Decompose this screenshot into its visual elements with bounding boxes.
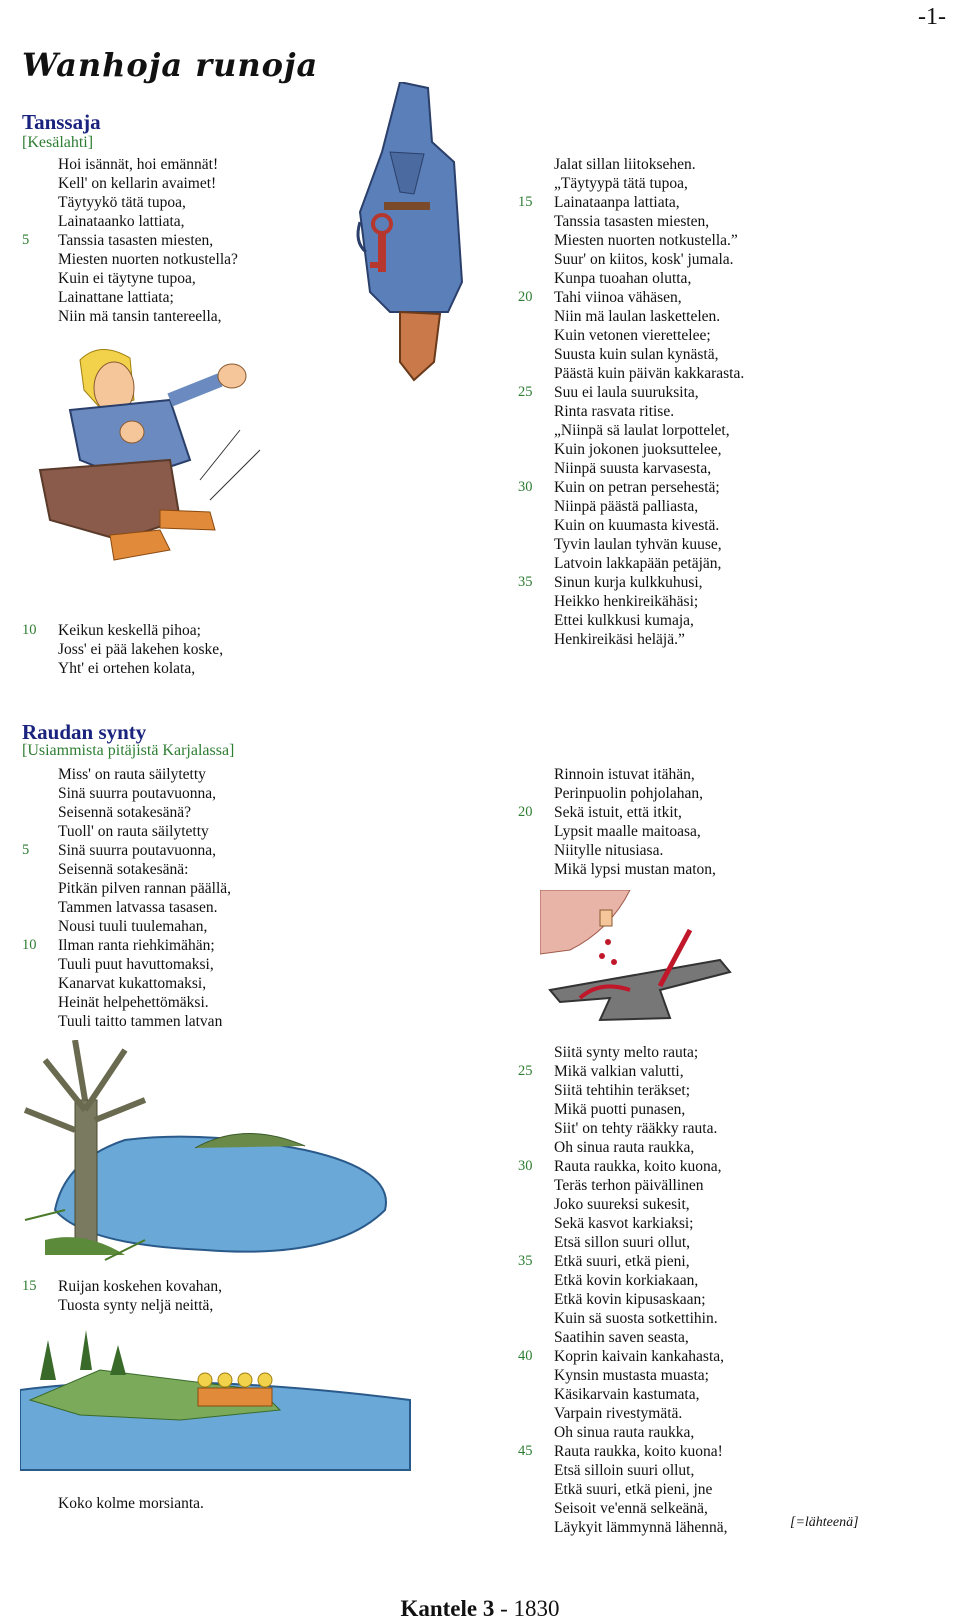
line-number: 45 [518, 1443, 533, 1459]
verse-line [518, 1176, 727, 1195]
verse-line [518, 1347, 727, 1366]
verse-line [518, 1309, 727, 1328]
footer-year: 1830 [513, 1596, 560, 1621]
verse-text: Rinnoin istuvat itähän, [554, 766, 695, 783]
line-number: 15 [518, 194, 533, 210]
verse-text: Päästä kuin päivän kakkarasta. [554, 365, 745, 382]
verse-line [518, 155, 744, 174]
verse-text: Miesten nuorten notkustella? [58, 251, 238, 268]
line-number: 25 [518, 384, 533, 400]
verse-line [22, 860, 231, 879]
verse-line [518, 1271, 727, 1290]
verse-line [518, 1423, 727, 1442]
line-number: 15 [22, 1278, 37, 1294]
verse-line [518, 1062, 727, 1081]
verse-text: Sinun kurja kulkkuhusi, [554, 574, 703, 591]
source-note: [=lähteenä] [790, 1515, 859, 1530]
verse-line [518, 1290, 727, 1309]
verse-line [22, 1012, 231, 1031]
verse-line [22, 841, 231, 860]
verse-text: Henkireikäsi heläjä.” [554, 631, 685, 648]
verse-text: Joss' ei pää lakehen koske, [58, 641, 224, 658]
verse-line [518, 554, 744, 573]
verse-text: Suur' on kiitos, kosk' jumala. [554, 251, 734, 268]
verse-text: Siitä tehtihin teräkset; [554, 1082, 691, 1099]
verse-text: Tuuli puut havuttomaksi, [58, 956, 214, 973]
verse-line [518, 1157, 727, 1176]
verse-text: Varpain rivestymätä. [554, 1405, 683, 1422]
verse-line [22, 307, 238, 326]
verse-text: Jalat sillan liitoksehen. [554, 156, 696, 173]
stanza [518, 1043, 727, 1537]
verse-text: Rauta raukka, koito kuona! [554, 1443, 723, 1460]
verse-text: Kunpa tuoahan olutta, [554, 270, 692, 287]
footer-publication: Kantele 3 [400, 1596, 495, 1621]
verse-line [22, 1494, 204, 1513]
verse-line [518, 1100, 727, 1119]
verse-text: Saatihin saven seasta, [554, 1329, 689, 1346]
line-number: 30 [518, 1158, 533, 1174]
verse-line [22, 1296, 222, 1315]
verse-text: Oh sinua rauta raukka, [554, 1139, 695, 1156]
line-number: 35 [518, 1253, 533, 1269]
verse-line [518, 1442, 727, 1461]
verse-text: Rauta raukka, koito kuona, [554, 1158, 722, 1175]
verse-line [518, 364, 744, 383]
hanging-figure-illustration [330, 82, 490, 382]
verse-line [22, 640, 223, 659]
stanza [22, 155, 238, 326]
verse-text: Mikä valkian valutti, [554, 1063, 684, 1080]
verse-text: Koko kolme morsianta. [58, 1495, 204, 1512]
stanza [22, 621, 223, 678]
verse-text: Etsä sillon suuri ollut, [554, 1234, 691, 1251]
verse-line [518, 459, 744, 478]
verse-line [22, 659, 223, 678]
poem-source-tanssaja: [Kesälahti] [22, 134, 94, 151]
verse-text: Heinät helpehettömäksi. [58, 994, 209, 1011]
maidens-lake-illustration [20, 1330, 420, 1480]
verse-text: Miesten nuorten notkustella.” [554, 232, 738, 249]
poem-source-raudan-synty: [Usiammista pitäjistä Karjalassa] [22, 742, 235, 759]
verse-text: Seisoit ve'ennä selkeänä, [554, 1500, 708, 1517]
verse-line [518, 765, 716, 784]
dancing-man-illustration [10, 340, 280, 570]
line-number: 20 [518, 804, 533, 820]
verse-line [518, 345, 744, 364]
verse-text: Tammen latvassa tasasen. [58, 899, 218, 916]
stanza [22, 1277, 222, 1315]
verse-line [518, 1385, 727, 1404]
verse-line [518, 231, 744, 250]
verse-line [518, 1366, 727, 1385]
verse-text: Sekä istuit, että itkit, [554, 804, 682, 821]
verse-line [518, 1252, 727, 1271]
verse-line [518, 803, 716, 822]
stanza [22, 765, 231, 1031]
verse-text: Tyvin laulan tyhvän kuuse, [554, 536, 722, 553]
verse-line [22, 784, 231, 803]
verse-line [518, 784, 716, 803]
verse-line [518, 573, 744, 592]
verse-text: Niin mä tansin tantereella, [58, 308, 222, 325]
verse-line [22, 269, 238, 288]
verse-text: Lainattane lattiata; [58, 289, 174, 306]
verse-text: Tuuli taitto tammen latvan [58, 1013, 223, 1030]
verse-line [518, 860, 716, 879]
line-number: 10 [22, 937, 37, 953]
verse-text: Kynsin mustasta muasta; [554, 1367, 709, 1384]
verse-text: Suu ei laula suuruksita, [554, 384, 699, 401]
verse-text: Mikä puotti punasen, [554, 1101, 686, 1118]
verse-line [518, 1518, 727, 1537]
verse-line [22, 174, 238, 193]
verse-text: Käsikarvain kastumata, [554, 1386, 700, 1403]
verse-text: Etsä silloin suuri ollut, [554, 1462, 695, 1479]
verse-text: Niitylle nitusiasa. [554, 842, 664, 859]
tree-lake-illustration [5, 1040, 405, 1270]
line-number: 5 [22, 232, 30, 248]
verse-line [518, 1138, 727, 1157]
verse-line [22, 193, 238, 212]
verse-line [22, 936, 231, 955]
verse-text: Kuin sä suosta sotkettihin. [554, 1310, 718, 1327]
stanza [518, 765, 716, 879]
line-number: 30 [518, 479, 533, 495]
verse-line [518, 535, 744, 554]
verse-text: Nousi tuuli tuulemahan, [58, 918, 208, 935]
verse-line [22, 1277, 222, 1296]
line-number: 25 [518, 1063, 533, 1079]
verse-text: Sekä kasvot karkiaksi; [554, 1215, 694, 1232]
verse-line [22, 803, 231, 822]
verse-text: Joko suureksi sukesit, [554, 1196, 690, 1213]
verse-line [22, 155, 238, 174]
verse-line [518, 822, 716, 841]
stanza [518, 155, 744, 649]
verse-text: Niinpä päästä palliasta, [554, 498, 699, 515]
footer-separator: - [494, 1596, 514, 1621]
verse-text: Tahi viinoa vähäsen, [554, 289, 682, 306]
verse-text: Oh sinua rauta raukka, [554, 1424, 695, 1441]
verse-line [518, 212, 744, 231]
verse-text: Pitkän pilven rannan päällä, [58, 880, 232, 897]
verse-text: Rinta rasvata ritise. [554, 403, 675, 420]
verse-line [518, 174, 744, 193]
verse-line [22, 898, 231, 917]
verse-line [22, 288, 238, 307]
verse-line [22, 231, 238, 250]
verse-text: Etkä suuri, etkä pieni, jne [554, 1481, 713, 1498]
verse-line [518, 497, 744, 516]
verse-text: Latvoin lakkapään petäjän, [554, 555, 722, 572]
verse-text: Etkä suuri, etkä pieni, [554, 1253, 690, 1270]
page-footer [0, 1596, 960, 1622]
line-number: 40 [518, 1348, 533, 1364]
line-number: 5 [22, 842, 30, 858]
verse-text: Etkä kovin korkiakaan, [554, 1272, 699, 1289]
verse-text: „Niinpä sä laulat lorpottelet, [554, 422, 730, 439]
verse-text: Miss' on rauta säilytetty [58, 766, 206, 783]
verse-line [518, 478, 744, 497]
page-heading: Wanhoja runoja [22, 46, 319, 84]
verse-line [518, 288, 744, 307]
verse-line [22, 621, 223, 640]
verse-text: Kuin vetonen vierettelee; [554, 327, 711, 344]
verse-text: Koprin kaivain kankahasta, [554, 1348, 725, 1365]
verse-text: Teräs terhon päivällinen [554, 1177, 704, 1194]
verse-text: Perinpuolin pohjolahan, [554, 785, 703, 802]
line-number: 35 [518, 574, 533, 590]
verse-text: Niinpä suusta karvasesta, [554, 460, 712, 477]
line-number: 10 [22, 622, 37, 638]
verse-line [518, 630, 744, 649]
verse-line [22, 765, 231, 784]
verse-line [518, 841, 716, 860]
verse-text: Etkä kovin kipusaskaan; [554, 1291, 706, 1308]
verse-text: Niin mä laulan laskettelen. [554, 308, 721, 325]
verse-line [518, 1195, 727, 1214]
verse-line [518, 421, 744, 440]
verse-line [518, 326, 744, 345]
verse-text: Tuosta synty neljä neittä, [58, 1297, 214, 1314]
verse-text: Läykyit lämmynnä lähennä, [554, 1519, 728, 1536]
verse-line [22, 250, 238, 269]
verse-text: Siit' on tehty rääkky rauta. [554, 1120, 718, 1137]
verse-text: Sinä suurra poutavuonna, [58, 842, 216, 859]
verse-line [22, 955, 231, 974]
poem-title-raudan-synty: Raudan synty [22, 720, 147, 744]
verse-line [518, 1480, 727, 1499]
anvil-illustration [540, 890, 740, 1040]
verse-text: Kuin jokonen juoksuttelee, [554, 441, 722, 458]
verse-text: Lainataanpa lattiata, [554, 194, 680, 211]
verse-text: Kanarvat kukattomaksi, [58, 975, 207, 992]
verse-line [518, 440, 744, 459]
verse-line [22, 917, 231, 936]
verse-line [518, 193, 744, 212]
verse-line [518, 1233, 727, 1252]
verse-text: Hoi isännät, hoi emännät! [58, 156, 219, 173]
verse-line [518, 611, 744, 630]
verse-line [518, 1328, 727, 1347]
verse-text: Täytyykö tätä tupoa, [58, 194, 186, 211]
verse-line [518, 1404, 727, 1423]
line-number: 20 [518, 289, 533, 305]
verse-text: Kell' on kellarin avaimet! [58, 175, 217, 192]
verse-text: Mikä lypsi mustan maton, [554, 861, 716, 878]
verse-text: Siitä synty melto rauta; [554, 1044, 699, 1061]
verse-line [22, 974, 231, 993]
verse-text: Seisennä sotakesänä: [58, 861, 189, 878]
verse-line [518, 250, 744, 269]
verse-line [518, 269, 744, 288]
verse-text: Tanssia tasasten miesten, [554, 213, 710, 230]
verse-line [518, 402, 744, 421]
verse-text: Ruijan koskehen kovahan, [58, 1278, 223, 1295]
verse-text: Kuin ei täytyne tupoa, [58, 270, 196, 287]
verse-line [518, 1119, 727, 1138]
verse-line [518, 592, 744, 611]
verse-text: Lypsit maalle maitoasa, [554, 823, 701, 840]
verse-text: Ilman ranta riehkimähän; [58, 937, 215, 954]
verse-text: Heikko henkireikähäsi; [554, 593, 699, 610]
verse-line [518, 1043, 727, 1062]
verse-text: Seisennä sotakesänä? [58, 804, 191, 821]
verse-line [22, 993, 231, 1012]
verse-text: Lainataanko lattiata, [58, 213, 185, 230]
verse-line [518, 383, 744, 402]
verse-text: Kuin on kuumasta kivestä. [554, 517, 720, 534]
verse-text: Tuoll' on rauta säilytetty [58, 823, 209, 840]
poem-title-tanssaja: Tanssaja [22, 110, 101, 134]
verse-text: Keikun keskellä pihoa; [58, 622, 201, 639]
verse-line [518, 1081, 727, 1100]
verse-line [22, 822, 231, 841]
verse-text: Kuin on petran persehestä; [554, 479, 720, 496]
verse-line [22, 879, 231, 898]
verse-text: Ettei kulkkusi kumaja, [554, 612, 694, 629]
verse-text: Tanssia tasasten miesten, [58, 232, 214, 249]
verse-text: Suusta kuin sulan kynästä, [554, 346, 719, 363]
verse-line [22, 212, 238, 231]
verse-text: „Täytyypä tätä tupoa, [554, 175, 688, 192]
stanza [22, 1494, 204, 1513]
verse-line [518, 1461, 727, 1480]
verse-text: Sinä suurra poutavuonna, [58, 785, 216, 802]
page-number: -1- [918, 4, 946, 30]
verse-text: Yht' ei ortehen kolata, [58, 660, 196, 677]
verse-line [518, 516, 744, 535]
verse-line [518, 1499, 727, 1518]
verse-line [518, 307, 744, 326]
verse-line [518, 1214, 727, 1233]
